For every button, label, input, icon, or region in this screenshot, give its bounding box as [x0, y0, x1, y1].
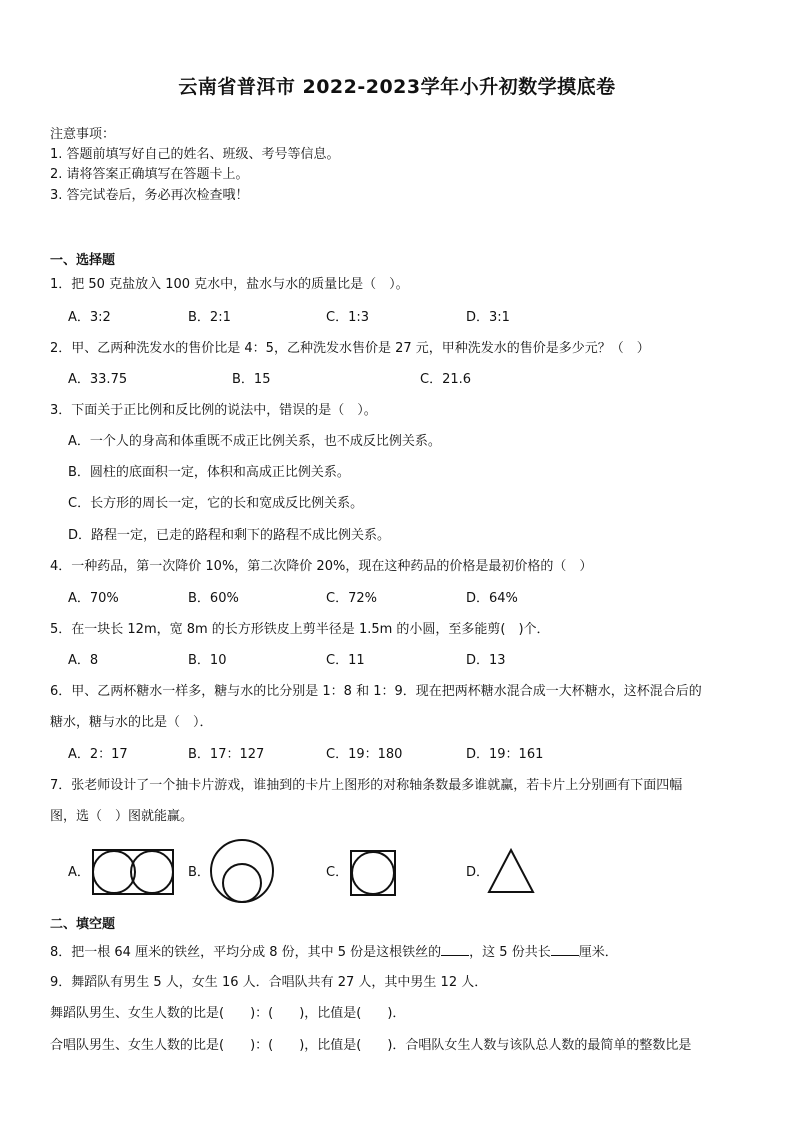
two-circles-in-rectangle-figure — [92, 849, 174, 895]
q8-fraction-blank[interactable] — [441, 943, 469, 956]
nested-circles-figure — [209, 838, 275, 904]
q8-text-part-2: ，这 5 份共长 — [469, 945, 551, 960]
question-9-line-1: 9．舞蹈队有男生 5 人，女生 16 人．合唱队共有 27 人，其中男生 12 人． — [50, 975, 488, 990]
q2-option-b: B．15 — [232, 372, 271, 387]
figure-b-outer-circle — [211, 840, 273, 902]
question-4-stem: 4．一种药品，第一次降价 10%，第二次降价 20%，现在这种药品的价格是最初价格的（ ） — [50, 559, 593, 574]
q4-option-b: B．60% — [188, 591, 239, 606]
figure-b-inner-circle — [223, 864, 261, 902]
q3-option-a: A．一个人的身高和体重既不成正比例关系，也不成反比例关系。 — [68, 434, 441, 449]
q1-option-c: C．1:3 — [326, 310, 369, 325]
q4-option-a: A．70% — [68, 591, 119, 606]
section-fill-heading: 二、填空题 — [50, 917, 116, 932]
question-5-stem: 5．在一块长 12m，宽 8m 的长方形铁皮上剪半径是 1.5m 的小圆，至多能剪( )个． — [50, 622, 550, 637]
q6-option-d: D．19：161 — [466, 747, 544, 762]
notice-item-2: 2. 请将答案正确填写在答题卡上。 — [50, 167, 249, 182]
question-8-stem — [50, 943, 618, 962]
question-7-stem-line-1: 7．张老师设计了一个抽卡片游戏，谁抽到的卡片上图形的对称轴条数最多谁就赢，若卡片上分别画有下面四幅 — [50, 778, 683, 793]
question-9-line-3: 合唱队男生、女生人数的比是( )：( )，比值是( )．合唱队女生人数与该队总人数的最简单的整数比是 — [50, 1038, 692, 1053]
page-title: 云南省普洱市 2022-2023学年小升初数学摸底卷 — [178, 76, 616, 98]
q6-option-b: B．17：127 — [188, 747, 265, 762]
q1-option-b: B．2:1 — [188, 310, 231, 325]
circle-in-square-figure — [350, 850, 396, 896]
notice-item-1: 1. 答题前填写好自己的姓名、班级、考号等信息。 — [50, 147, 340, 162]
question-3-stem: 3．下面关于正比例和反比例的说法中，错误的是（ ）。 — [50, 403, 377, 418]
q5-option-b: B．10 — [188, 653, 227, 668]
q1-option-a: A．3:2 — [68, 310, 111, 325]
q6-option-c: C．19：180 — [326, 747, 403, 762]
question-1-stem: 1．把 50 克盐放入 100 克水中，盐水与水的质量比是（ ）。 — [50, 277, 409, 292]
q4-option-d: D．64% — [466, 591, 518, 606]
q8-text-part-3: 厘米． — [578, 945, 618, 960]
q5-option-c: C．11 — [326, 653, 365, 668]
q3-option-b: B．圆柱的底面积一定，体积和高成正比例关系。 — [68, 465, 350, 480]
q2-option-a: A．33.75 — [68, 372, 128, 387]
q8-text-part-1: 8．把一根 64 厘米的铁丝，平均分成 8 份，其中 5 份是这根铁丝的 — [50, 945, 442, 960]
triangle-figure — [487, 848, 535, 894]
notice-item-3: 3. 答完试卷后，务必再次检查哦！ — [50, 188, 249, 203]
q3-option-d: D．路程一定，已走的路程和剩下的路程不成比例关系。 — [68, 528, 391, 543]
q7-label-a: A． — [68, 865, 90, 880]
notice-heading: 注意事项： — [50, 127, 116, 142]
q1-option-d: D．3:1 — [466, 310, 510, 325]
figure-a-rectangle — [93, 850, 173, 894]
q7-label-d: D． — [466, 865, 490, 880]
question-6-stem-line-1: 6．甲、乙两杯糖水一样多，糖与水的比分别是 1：8 和 1：9．现在把两杯糖水混合成一大杯糖水，这杯混合后的 — [50, 684, 702, 699]
q5-option-a: A．8 — [68, 653, 99, 668]
q7-label-b: B． — [188, 865, 210, 880]
q8-length-blank[interactable] — [551, 943, 579, 956]
q6-option-a: A．2：17 — [68, 747, 128, 762]
q7-label-c: C． — [326, 865, 349, 880]
q3-option-c: C．长方形的周长一定，它的长和宽成反比例关系。 — [68, 496, 364, 511]
figure-a-right-circle — [131, 851, 173, 893]
figure-c-circle — [352, 852, 394, 894]
question-2-stem: 2．甲、乙两种洗发水的售价比是 4：5，乙种洗发水售价是 27 元，甲种洗发水的售价是多少元？（ ） — [50, 341, 650, 356]
q4-option-c: C．72% — [326, 591, 377, 606]
question-7-stem-line-2: 图，选（ ）图就能赢。 — [50, 809, 194, 824]
section-choice-heading: 一、选择题 — [50, 253, 116, 268]
q2-option-c: C．21.6 — [420, 372, 472, 387]
question-6-stem-line-2: 糖水，糖与水的比是（ ）． — [50, 715, 213, 730]
question-9-line-2: 舞蹈队男生、女生人数的比是( )：( )，比值是( )． — [50, 1006, 406, 1021]
q5-option-d: D．13 — [466, 653, 506, 668]
figure-a-left-circle — [93, 851, 135, 893]
figure-d-triangle — [489, 850, 533, 892]
